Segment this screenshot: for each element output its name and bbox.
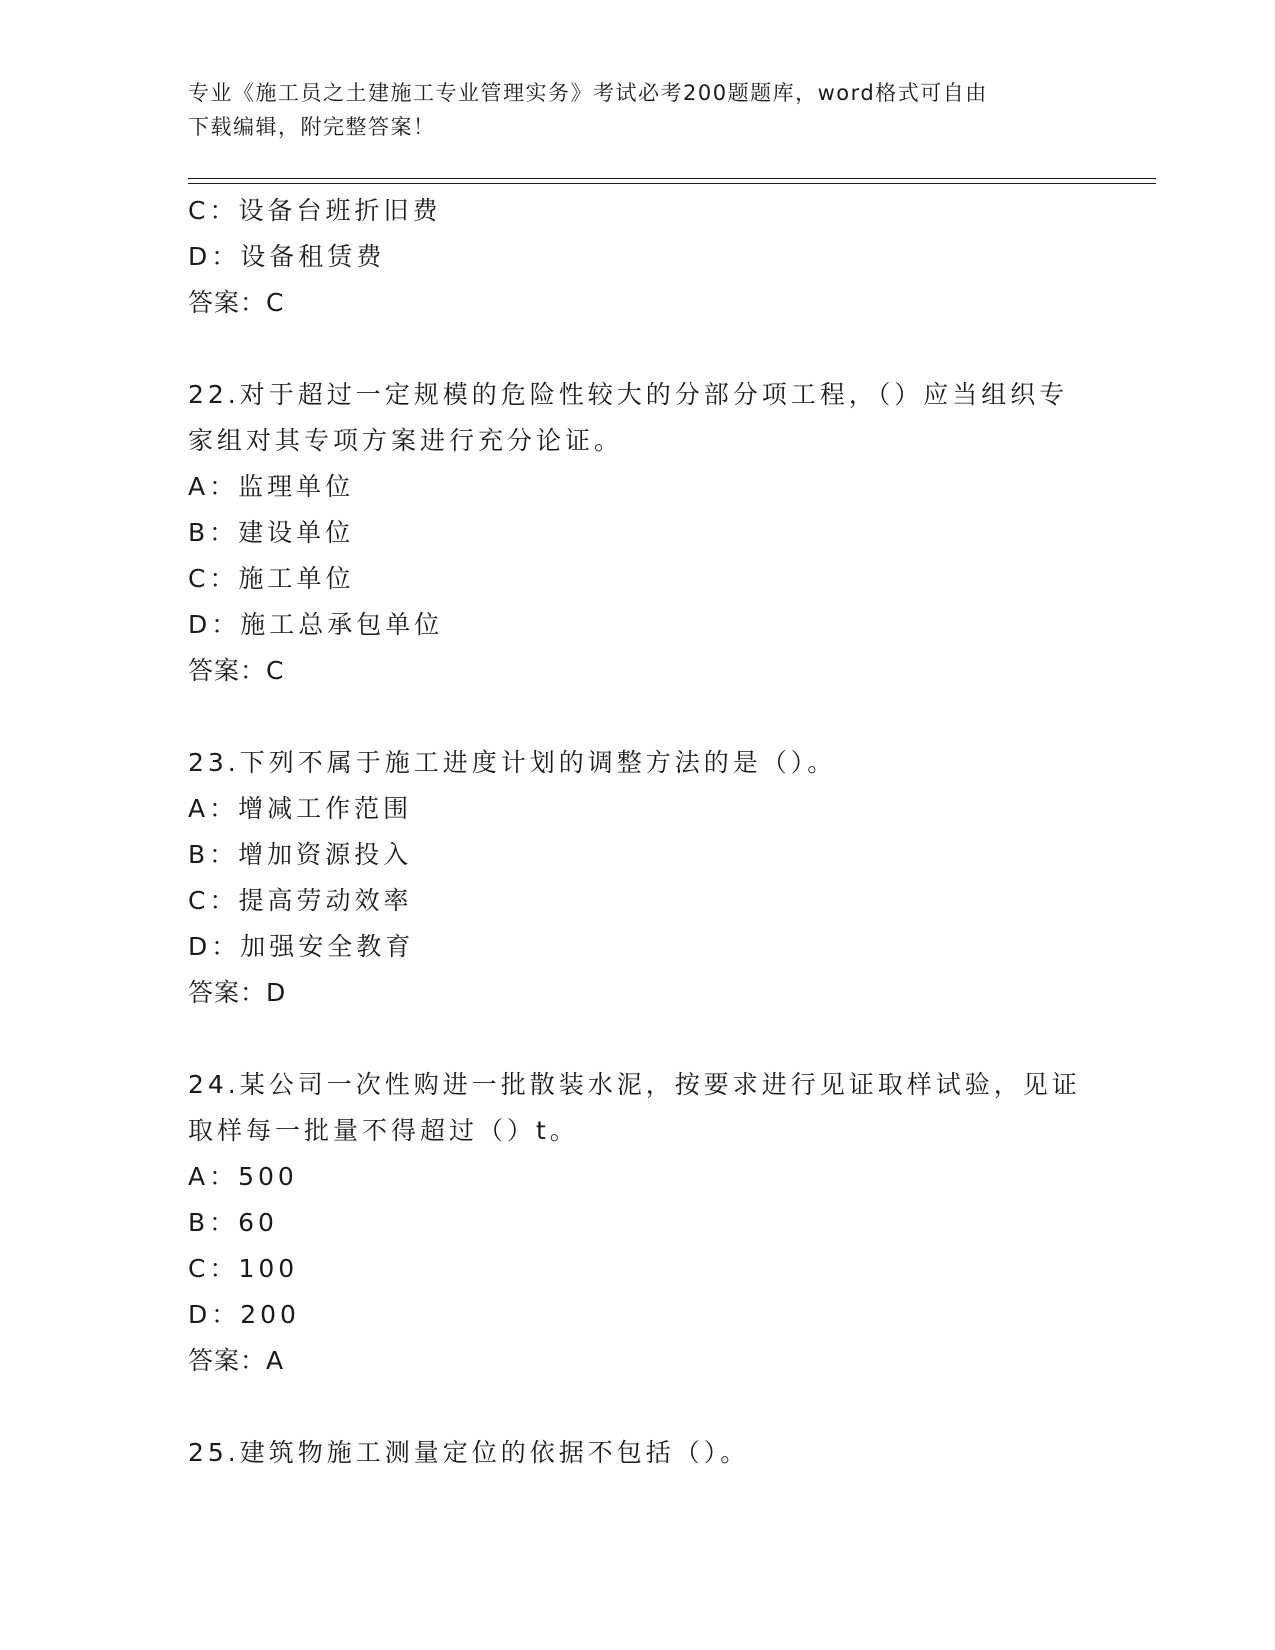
- question-21-tail: [188, 188, 1088, 326]
- option-c: C：提高劳动效率: [188, 886, 413, 915]
- spacer: [188, 1016, 1088, 1062]
- question-list: [188, 188, 1088, 1476]
- option-c: C：设备台班折旧费: [188, 196, 442, 225]
- answer-line: 答案：C: [188, 288, 285, 317]
- option-b: B：增加资源投入: [188, 840, 413, 869]
- header-line-2: 下载编辑，附完整答案！: [188, 115, 436, 139]
- question-23: [188, 740, 1088, 1016]
- question-stem-continued: 家组对其专项方案进行充分论证。: [188, 426, 624, 455]
- header-line-1: 专业《施工员之土建施工专业管理实务》考试必考200题题库，word格式可自由: [188, 81, 988, 105]
- option-c: C：施工单位: [188, 564, 355, 593]
- document-header: [188, 76, 1088, 144]
- spacer: [188, 694, 1088, 740]
- question-22: [188, 372, 1088, 694]
- option-d: D：设备租赁费: [188, 242, 386, 271]
- question-stem: 23.下列不属于施工进度计划的调整方法的是（）。: [188, 748, 837, 777]
- question-stem-continued: 取样每一批量不得超过（）t。: [188, 1116, 579, 1145]
- header-divider-top: [188, 178, 1156, 179]
- option-d: D：施工总承包单位: [188, 610, 444, 639]
- option-d: D：200: [188, 1300, 300, 1329]
- spacer: [188, 1384, 1088, 1430]
- option-a: A：增减工作范围: [188, 794, 413, 823]
- option-b: B：建设单位: [188, 518, 355, 547]
- option-c: C：100: [188, 1254, 299, 1283]
- option-b: B：60: [188, 1208, 278, 1237]
- question-24: [188, 1062, 1088, 1384]
- question-25: [188, 1430, 1088, 1476]
- answer-line: 答案：A: [188, 1346, 285, 1375]
- answer-line: 答案：C: [188, 656, 285, 685]
- question-stem: 25.建筑物施工测量定位的依据不包括（）。: [188, 1438, 750, 1467]
- question-stem: 24.某公司一次性购进一批散装水泥，按要求进行见证取样试验，见证: [188, 1070, 1081, 1099]
- option-d: D：加强安全教育: [188, 932, 415, 961]
- answer-line: 答案：D: [188, 978, 287, 1007]
- header-divider-bottom: [188, 183, 1156, 184]
- question-stem: 22.对于超过一定规模的危险性较大的分部分项工程，（）应当组织专: [188, 380, 1069, 409]
- spacer: [188, 326, 1088, 372]
- option-a: A：监理单位: [188, 472, 355, 501]
- option-a: A：500: [188, 1162, 298, 1191]
